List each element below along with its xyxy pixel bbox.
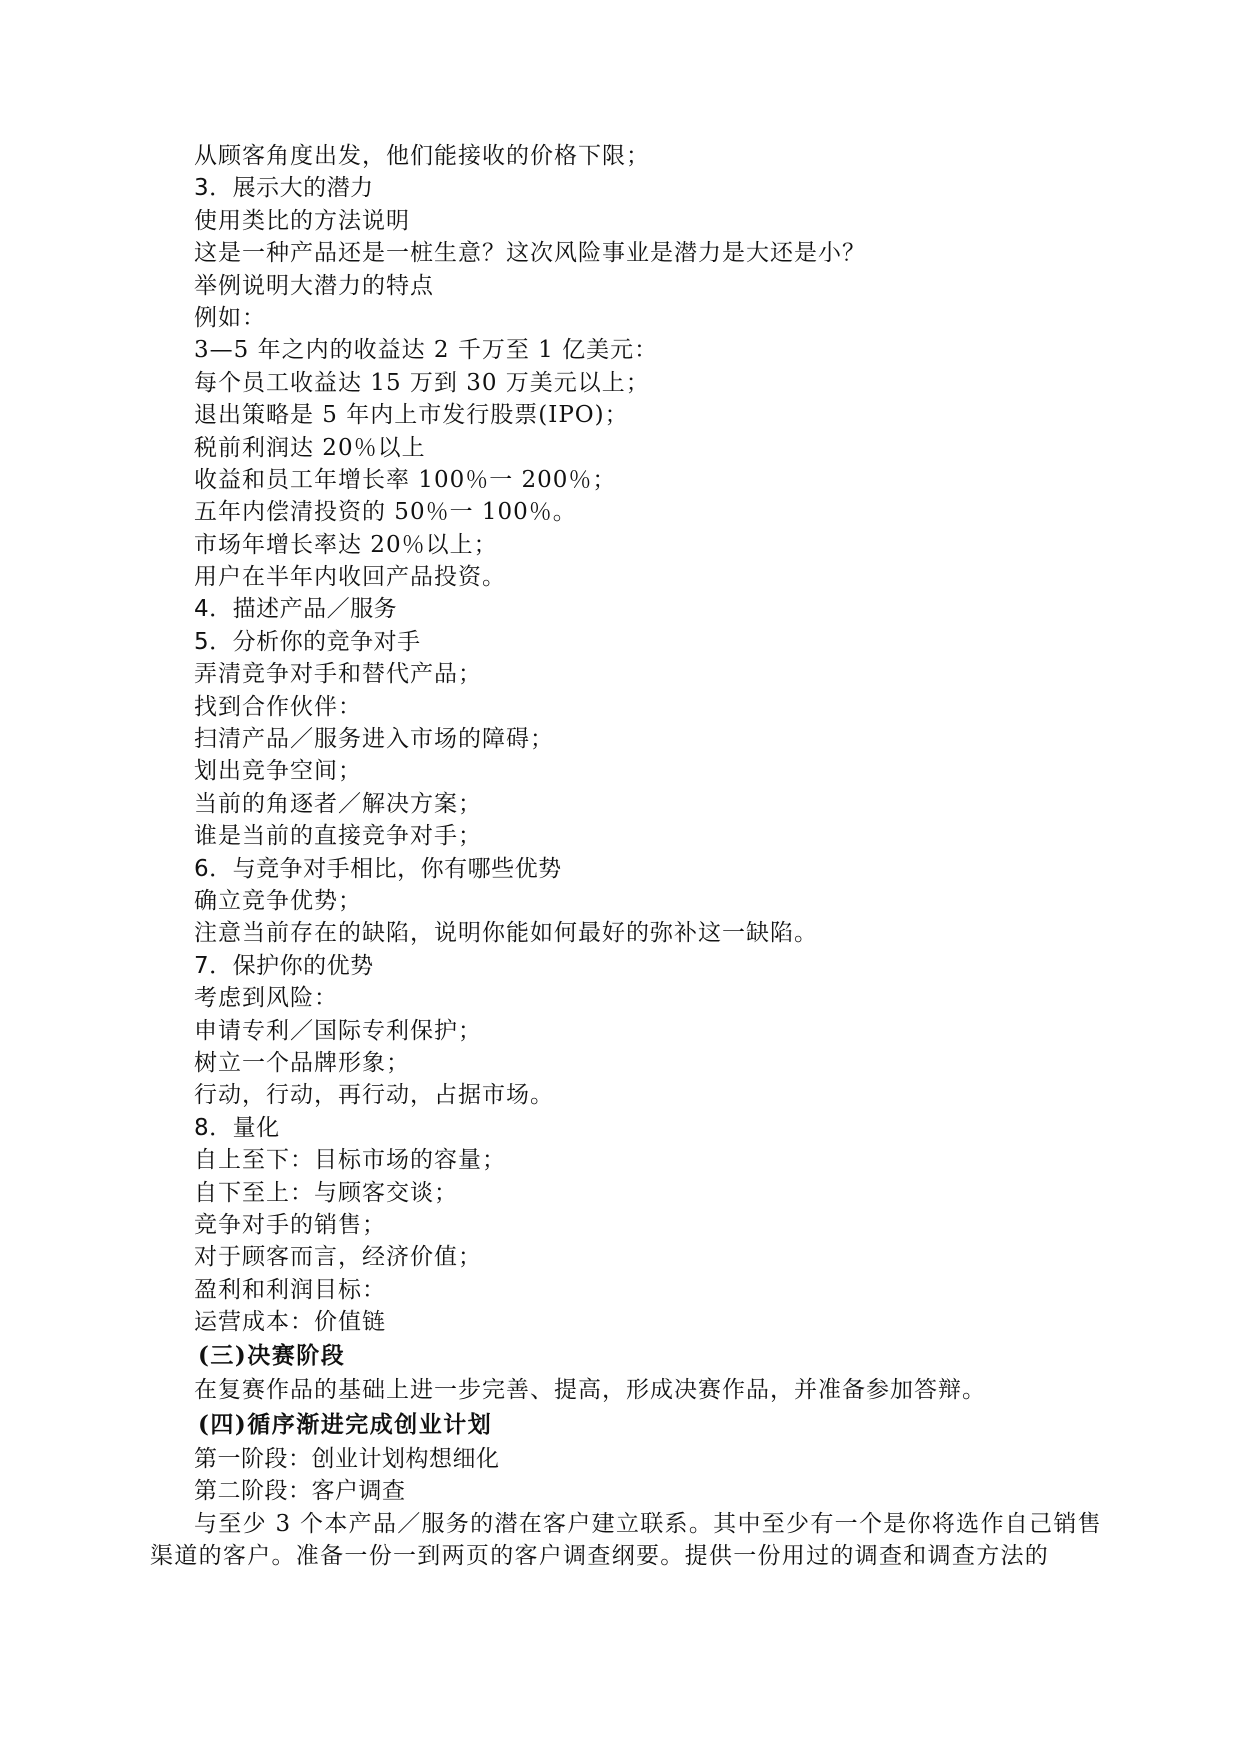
text-line: 运营成本：价值链	[194, 1309, 386, 1336]
text-line: 注意当前存在的缺陷，说明你能如何最好的弥补这一缺陷。	[194, 920, 818, 947]
text-line: 树立一个品牌形象；	[194, 1049, 410, 1076]
text-line: 五年内偿清投资的 50％一 100％。	[194, 499, 577, 526]
text-line: 税前利润达 20％以上	[194, 434, 426, 461]
text-line: 退出策略是 5 年内上市发行股票(IPO)；	[194, 402, 629, 429]
text-line: 盈利和利润目标：	[194, 1276, 386, 1303]
section-heading: 4．描述产品／服务	[194, 596, 398, 623]
text-line: 例如：	[194, 304, 266, 331]
text-line: 行动，行动，再行动，占据市场。	[194, 1082, 554, 1109]
final-paragraph: 与至少 3 个本产品／服务的潜在客户建立联系。其中至少有一个是你将选作自己销售渠道的客户。准备一份一到两页的客户调查纲要。提供一份用过的调查和调查方法的	[150, 1510, 1102, 1570]
stage-heading: (三)决赛阶段	[198, 1342, 346, 1370]
text-line: 申请专利／国际专利保护；	[194, 1017, 482, 1044]
section-heading: 8．量化	[194, 1114, 280, 1141]
text-line: 每个员工收益达 15 万到 30 万美元以上；	[194, 369, 650, 396]
text-line: 扫清产品／服务进入市场的障碍；	[194, 726, 554, 753]
section-heading: 6．与竞争对手相比，你有哪些优势	[194, 855, 562, 882]
text-line: 用户在半年内收回产品投资。	[194, 564, 506, 591]
text-line: 考虑到风险：	[194, 985, 338, 1012]
text-line: 使用类比的方法说明	[194, 207, 410, 234]
text-line: 收益和员工年增长率 100％一 200％；	[194, 466, 617, 493]
text-line: 划出竞争空间；	[194, 758, 362, 785]
page-content	[150, 140, 1114, 1572]
text-line: 找到合作伙伴：	[194, 693, 362, 720]
text-line: 弄清竞争对手和替代产品；	[194, 661, 482, 688]
text-line: 在复赛作品的基础上进一步完善、提高，形成决赛作品，并准备参加答辩。	[194, 1377, 986, 1404]
text-line: 自上至下：目标市场的容量；	[194, 1147, 506, 1174]
text-line: 市场年增长率达 20％以上；	[194, 531, 498, 558]
text-line: 这是一种产品还是一桩生意？这次风险事业是潜力是大还是小？	[194, 240, 866, 267]
text-line: 谁是当前的直接竞争对手；	[194, 823, 482, 850]
text-line: 对于顾客而言，经济价值；	[194, 1244, 482, 1271]
text-line: 确立竞争优势；	[194, 887, 362, 914]
section-heading: 3．展示大的潜力	[194, 175, 374, 202]
text-line: 举例说明大潜力的特点	[194, 272, 434, 299]
phase-heading: 第二阶段：客户调查	[194, 1478, 406, 1505]
text-line: 竞争对手的销售；	[194, 1211, 386, 1238]
text-line: 3—5 年之内的收益达 2 千万至 1 亿美元：	[194, 337, 659, 364]
section-heading: 5．分析你的竞争对手	[194, 628, 421, 655]
section-heading: 7．保护你的优势	[194, 952, 374, 979]
stage-heading: (四)循序渐进完成创业计划	[198, 1410, 493, 1438]
text-line: 当前的角逐者／解决方案；	[194, 790, 482, 817]
text-line: 自下至上：与顾客交谈；	[194, 1179, 458, 1206]
phase-heading: 第一阶段：创业计划构想细化	[194, 1445, 500, 1472]
text-line: 从顾客角度出发，他们能接收的价格下限；	[194, 143, 650, 169]
